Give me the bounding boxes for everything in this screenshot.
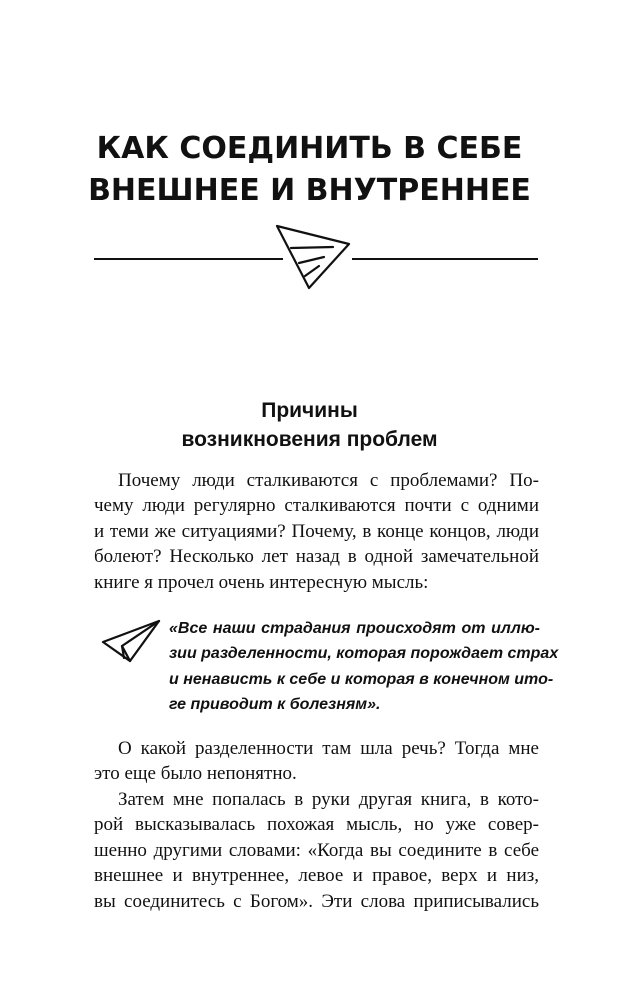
chapter-title-line-2: ВНЕШНЕЕ И ВНУТРЕННЕЕ [88, 173, 531, 208]
paragraph-line: внешнее и внутреннее, левое и правое, верх и низ, [94, 865, 539, 887]
paper-plane-icon [100, 618, 162, 664]
quote-line: и ненависть к себе и которая в конечном ито- [169, 670, 554, 688]
chapter-title [0, 128, 619, 212]
paragraph-line: чему люди регулярно сталкиваются почти с одними [94, 495, 539, 517]
section-heading [0, 396, 619, 454]
paragraph-line: это еще было непонятно. [94, 763, 297, 785]
paragraph-line: Затем мне попалась в руки другая книга, в кото- [118, 789, 539, 810]
quote-block [169, 616, 559, 718]
section-heading-line-2: возникновения проблем [181, 428, 438, 451]
paragraph-line: шенно другими словами: «Когда вы соедините в себе [94, 839, 539, 861]
paragraph-line: вы соединитесь с Богом». Эти слова приписывались [94, 890, 539, 912]
paragraph-1 [94, 468, 539, 595]
paper-triangle-icon [273, 218, 353, 290]
paragraph-3 [94, 787, 539, 914]
chapter-title-line-1: КАК СОЕДИНИТЬ В СЕБЕ [96, 131, 523, 166]
paragraph-line: Почему люди сталкиваются с проблемами? По- [118, 470, 539, 491]
quote-line: «Все наши страдания происходят от иллю- [169, 620, 540, 637]
paragraph-line: болеют? Несколько лет назад в одной замечательной [94, 546, 539, 568]
paragraph-line: книге я прочел очень интересную мысль: [94, 571, 429, 593]
quote-line: ге приводит к болезням». [169, 696, 381, 714]
paragraph-2 [94, 736, 539, 787]
quote-line: зии разделенности, которая порождает страх [169, 645, 559, 663]
paragraph-line: О какой разделенности там шла речь? Тогда мне [118, 738, 539, 759]
paragraph-line: и теми же ситуациями? Почему, в конце концов, люди [94, 520, 539, 542]
divider-line-right [352, 258, 538, 260]
section-heading-line-1: Причины [261, 399, 358, 422]
divider-line-left [94, 258, 283, 260]
paragraph-line: рой высказывалась похожая мысль, но уже совер- [94, 814, 539, 836]
